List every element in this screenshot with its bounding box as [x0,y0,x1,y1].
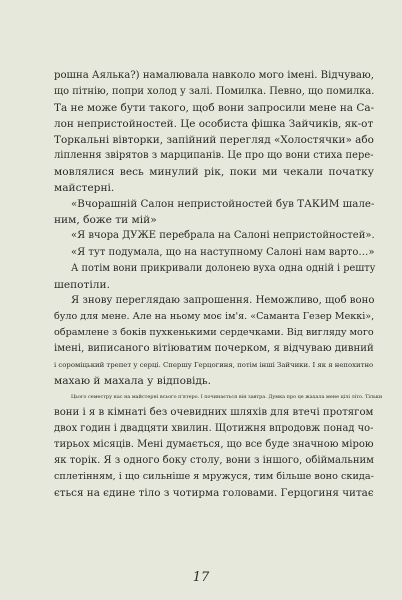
text-line: шепотіли. [54,278,110,291]
paragraph [54,196,374,228]
text-line: мовлялися весь минулий рік, поки ми чекали початку [54,166,374,179]
text-line: Торкальні вівторки, запійний перегляд «Холостячки» або [54,134,374,147]
text-line: що пітнію, попри холод у залі. Помилка. Певно, що помилка. [54,86,375,98]
text-line: ється на єдине тіло з чотирма головами. Герцогиня читає [54,487,374,500]
text-line: «Я вчора ДУЖЕ перебрала на Салоні непристойностей». [71,230,375,242]
paragraph [54,293,374,389]
text-line: «Вчорашній Салон непристойностей був ТАКИМ шале- [71,198,375,211]
text-line: майстерні. [54,182,115,195]
text-line: Я знову переглядаю запрошення. Неможливо, щоб воно [71,294,375,306]
text-line: було для мене. Але на ньому моє ім'я. «Саманта Гезер Меккі», [54,310,375,322]
text-line: і сороміцький трепет у серці. Спершу Герцогиня, потім інші Зайчики. І як я непохитно [54,360,374,369]
text-line: «Я тут подумала, що на наступному Салоні нам варто…» [71,246,375,258]
text-line: двох годин і двадцяти хвилин. Щотижня впродовж понад чо- [54,423,374,435]
page-number: 17 [192,570,210,585]
text-line: сплетінням, і що сильніше я мружуся, тим більше воно скида- [54,471,374,483]
text-line: Та не може бути такого, щоб вони запросили мене на Са- [54,102,375,115]
text-line: вони і я в кімнаті без очевидних шляхів для втечі протягом [54,406,374,418]
paragraph [54,245,374,261]
text-line: як торік. Я з одного боку столу, вони з іншого, обіймальним [54,455,374,467]
text-line: Цього семестру нас на майстерні всього п'ятеро. І починається він завтра. Думка про це жахала мене цілі літо. Тільки [71,393,383,400]
text-line: тирьох місяців. Мені думається, що все буде значною мірою [54,439,374,451]
text-line: імені, виписаного вітіюватим почерком, я відчуваю дивний [54,342,374,354]
text-line: рошна Аялька?) намалювала навколо мого імені. Відчуваю, [54,70,374,81]
text-line: обрамлене з боків пухкенькими сердечками. Від вигляду мого [54,326,374,338]
paragraph [54,228,374,244]
text-line: ним, боже ти мій» [54,214,157,227]
text-line: ліплення звірятов з марципанів. Це про що вони стиха пере- [54,150,374,162]
text-line: махаю й махала у відповідь. [54,374,212,387]
text-line: А потім вони прикривали долонею вуха одна одній і решту [71,262,376,274]
text-line: лон непристойностей. Це особиста фішка Зайчиків, як-от [54,118,374,131]
paragraph [54,389,383,501]
paragraph [54,261,374,293]
page-text [54,68,383,501]
paragraph [54,68,374,196]
